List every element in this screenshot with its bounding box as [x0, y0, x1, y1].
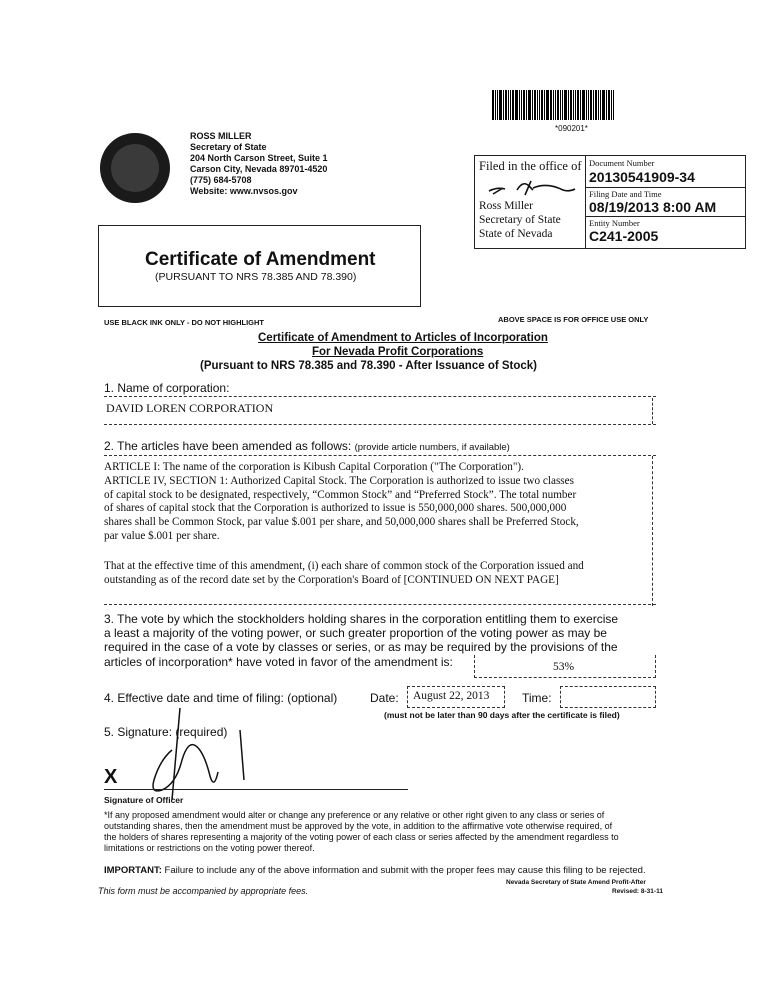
- amendment-label-text: 2. The articles have been amended as follows:: [104, 439, 352, 453]
- amendment-line: shares shall be Common Stock, par value $.001 per share, and 50,000,000 shares shall be Preferred Stock,: [104, 516, 579, 529]
- office-phone: (775) 684-5708: [190, 175, 252, 185]
- office-name: ROSS MILLER: [190, 131, 252, 141]
- vote-line: a least a majority of the voting power, or such greater proportion of the voting power as may be: [104, 626, 607, 641]
- entity-label: Entity Number: [589, 218, 640, 228]
- corporation-name[interactable]: DAVID LOREN CORPORATION: [106, 401, 274, 415]
- vote-line: articles of incorporation* have voted in favor of the amendment is:: [104, 654, 453, 669]
- office-address1: 204 North Carson Street, Suite 1: [190, 153, 328, 163]
- revision-date: Revised: 8-31-11: [612, 888, 663, 895]
- form-statute: (Pursuant to NRS 78.385 and 78.390 - After Issuance of Stock): [200, 360, 538, 372]
- amendment-label: [104, 439, 510, 453]
- vote-line: 3. The vote by which the stockholders holding shares in the corporation entitling them to exercise: [104, 612, 619, 626]
- amendment-line: of capital stock to be designated, respectively, “Common Stock” and “Preferred Stock”. The total number: [104, 488, 577, 501]
- amendment-continued-line: That at the effective time of this amendment, (i) each share of common stock of the Corporation issued and: [104, 560, 584, 572]
- footnote-line: the holders of shares representing a majority of the voting power of each class or series affected by the amendment regardless to: [104, 832, 619, 842]
- important-notice: [104, 865, 646, 876]
- form-code: Nevada Secretary of State Amend Profit-After: [506, 879, 646, 886]
- vote-percentage: 53%: [553, 661, 575, 673]
- amendment-hint: (provide article numbers, if available): [354, 442, 510, 453]
- date-label: Date:: [370, 691, 399, 705]
- name-label: 1. Name of corporation:: [104, 381, 230, 395]
- signature-label: 5. Signature: (required): [104, 725, 228, 739]
- filed-office-panel: [475, 156, 586, 248]
- amendment-line: ARTICLE IV, SECTION 1: Authorized Capital Stock. The Corporation is authorized to issue two classes: [104, 474, 574, 487]
- effective-date-label: 4. Effective date and time of filing: (optional): [104, 691, 338, 705]
- amendment-text[interactable]: [104, 461, 579, 544]
- certificate-subtitle: (PURSUANT TO NRS 78.385 AND 78.390): [155, 271, 357, 283]
- footnote-line: *If any proposed amendment would alter or change any preference or any relative or other right given to any class or series of: [104, 810, 605, 820]
- office-address2: Carson City, Nevada 89701-4520: [190, 164, 328, 174]
- signer-title2: State of Nevada: [479, 228, 553, 240]
- amendment-line: of shares of capital stock that the Corporation is authorized to issue is 550,000,000 shares. 500,000,000: [104, 502, 567, 515]
- signer-title1: Secretary of State: [479, 214, 561, 226]
- time-label: Time:: [522, 691, 552, 705]
- important-label: IMPORTANT:: [104, 865, 162, 876]
- date-label: Filing Date and Time: [589, 189, 662, 199]
- important-text: Failure to include any of the above information and submit with the proper fees may cause this filing to be rejected.: [164, 865, 646, 876]
- amendment-text-continued[interactable]: [104, 560, 584, 588]
- footnote-line: limitations or restrictions on the voting power thereof.: [104, 843, 315, 853]
- vote-percentage-field[interactable]: [474, 655, 656, 678]
- signature-caption: Signature of Officer: [104, 795, 184, 805]
- barcode-number: *090201*: [555, 124, 588, 133]
- signature-line[interactable]: [104, 789, 408, 790]
- amendment-line: ARTICLE I: The name of the corporation is Kibush Capital Corporation ("The Corporation").: [104, 461, 524, 473]
- filed-label: Filed in the office of: [479, 159, 582, 173]
- signature-x: X: [104, 766, 118, 788]
- certificate-title: Certificate of Amendment: [145, 249, 376, 270]
- barcode: [492, 90, 652, 120]
- entity-number: C241-2005: [589, 228, 659, 244]
- certificate-title-box: [98, 225, 421, 307]
- footnote: [104, 810, 619, 854]
- form-subheading: For Nevada Profit Corporations: [312, 346, 484, 358]
- effective-time-field[interactable]: [560, 686, 656, 708]
- date-note: (must not be later than 90 days after the certificate is filed): [384, 710, 620, 720]
- filing-date: 08/19/2013 8:00 AM: [589, 199, 717, 215]
- effective-date-field[interactable]: [407, 686, 505, 708]
- doc-number: 20130541909-34: [589, 169, 695, 185]
- amendment-continued-line: outstanding as of the record date set by the Corporation's Board of [CONTINUED ON NEXT PAGE]: [104, 573, 559, 586]
- office-website: Website: www.nvsos.gov: [190, 186, 298, 196]
- fees-notice: This form must be accompanied by appropriate fees.: [98, 886, 309, 896]
- office-title: Secretary of State: [190, 142, 267, 152]
- form-heading: Certificate of Amendment to Articles of Incorporation: [258, 332, 548, 344]
- footnote-line: outstanding shares, then the amendment must be approved by the vote, in addition to the affirmative vote otherwise required, of: [104, 821, 613, 831]
- effective-date-value: August 22, 2013: [413, 690, 490, 702]
- amendment-line: par value $.001 per share.: [104, 529, 220, 542]
- office-use-notice: ABOVE SPACE IS FOR OFFICE USE ONLY: [498, 315, 649, 324]
- office-info: [190, 131, 328, 197]
- signer-name: Ross Miller: [479, 200, 533, 212]
- officer-signature-icon: [132, 700, 272, 810]
- vote-line: required in the case of a vote by classes or series, or as may be required by the provisions of the: [104, 640, 618, 655]
- state-seal-icon: [100, 133, 170, 203]
- doc-number-label: Document Number: [589, 158, 655, 168]
- ink-notice: USE BLACK INK ONLY - DO NOT HIGHLIGHT: [104, 318, 265, 327]
- secretary-signature-icon: [483, 176, 581, 198]
- filing-stamp-box: [474, 155, 746, 249]
